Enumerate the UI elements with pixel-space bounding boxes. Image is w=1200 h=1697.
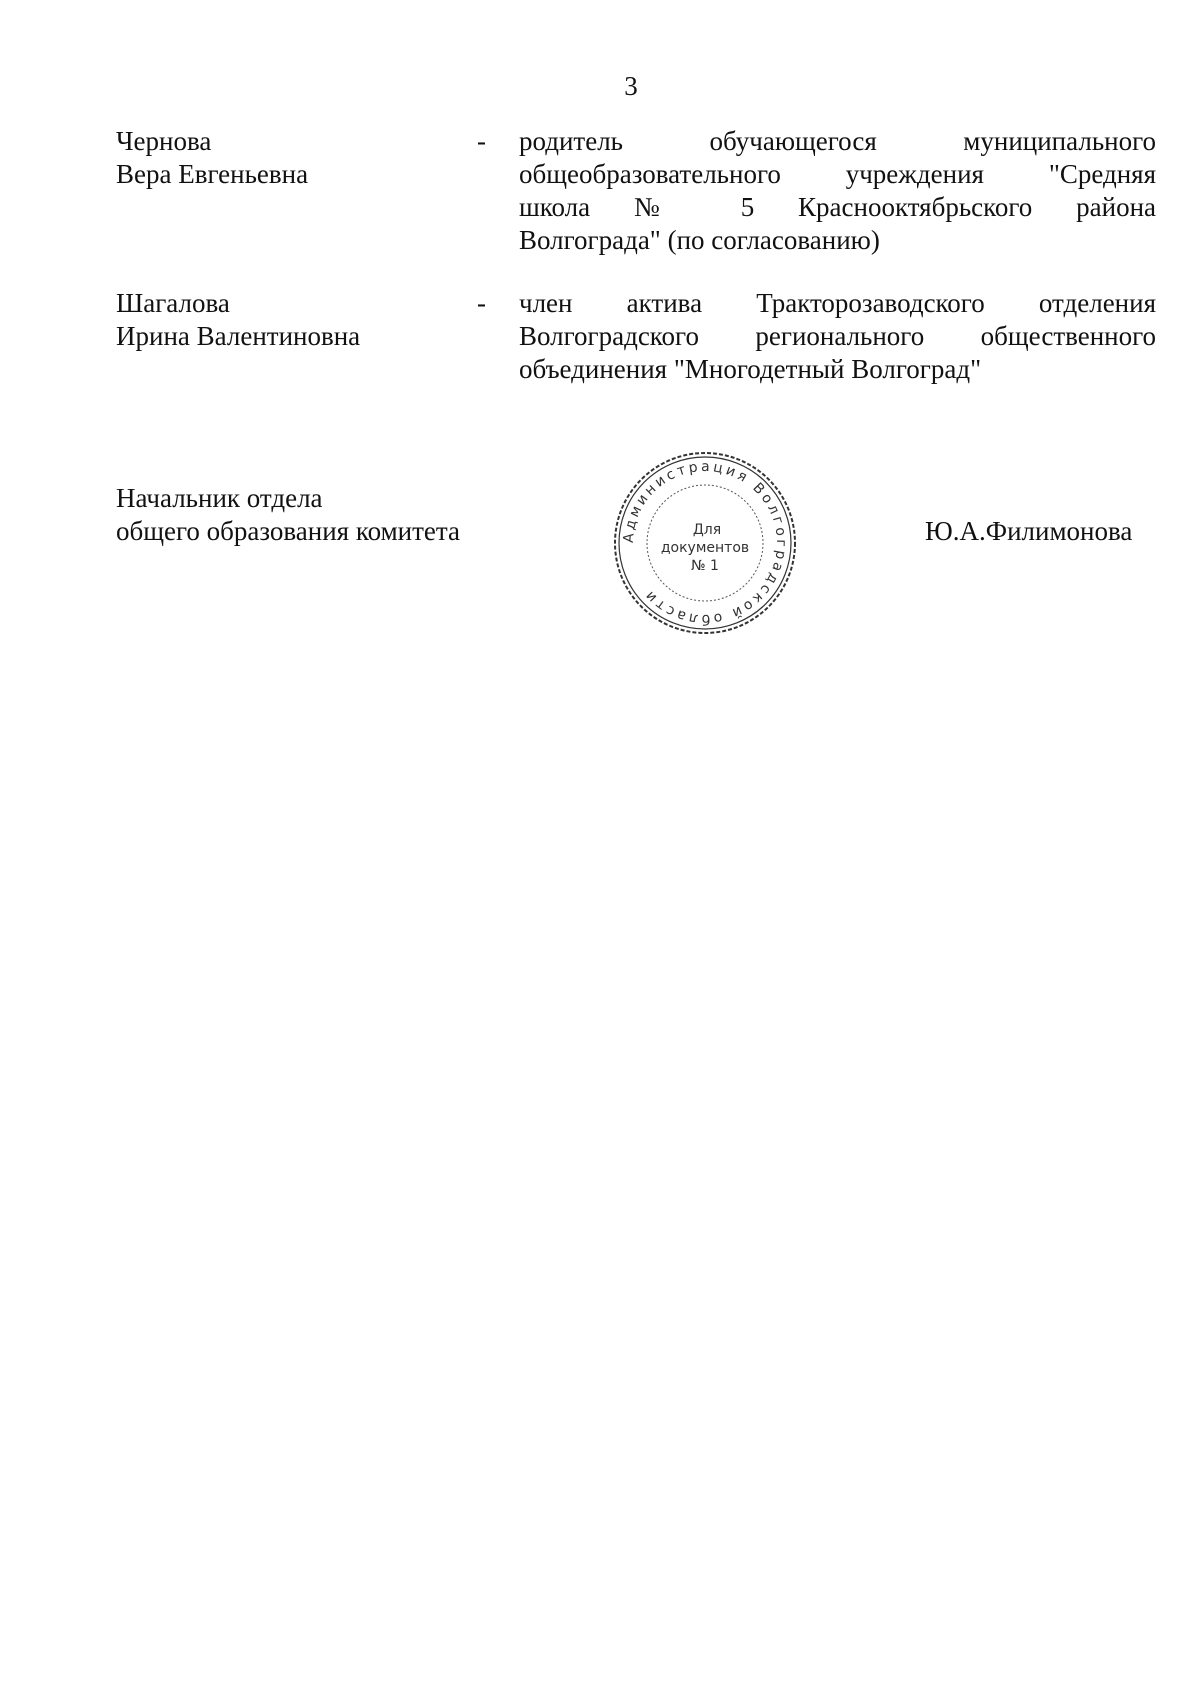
member-description-line: Волгограда" (по согласованию) — [519, 225, 880, 255]
signatory-position-line: общего образования комитета — [116, 516, 460, 546]
stamp-center-line: документов — [660, 540, 750, 556]
member-description — [519, 125, 1156, 257]
signatory-position — [116, 482, 556, 548]
member-description-line: школа № 5 Краснооктябрьского района — [519, 192, 1156, 222]
member-surname: Чернова — [116, 126, 212, 156]
member-dash: - — [477, 126, 486, 156]
member-description-line: общеобразовательного учреждения "Средняя — [519, 159, 1156, 189]
member-description-line: Волгоградского регионального общественного — [519, 321, 1156, 351]
member-description — [519, 287, 1156, 386]
member-given-names: Вера Евгеньевна — [116, 159, 309, 189]
stamp-outer-text: Администрация Волгоградской области — [620, 458, 790, 628]
page-number: 3 — [624, 71, 638, 101]
member-name — [116, 287, 496, 353]
member-description-line: родитель обучающегося муниципального — [519, 126, 1156, 156]
member-dash: - — [477, 288, 486, 318]
member-surname: Шагалова — [116, 288, 230, 318]
member-name — [116, 125, 496, 191]
member-description-line: член актива Тракторозаводского отделения — [519, 288, 1156, 318]
member-description-line: объединения "Многодетный Волгоград" — [519, 354, 982, 384]
signatory-name: Ю.А.Филимонова — [925, 516, 1133, 546]
member-given-names: Ирина Валентиновна — [116, 321, 361, 351]
stamp-center-line: № 1 — [691, 558, 719, 574]
round-seal-icon — [610, 448, 800, 638]
stamp-center-line: Для — [692, 522, 722, 538]
signatory-position-line: Начальник отдела — [116, 483, 323, 513]
